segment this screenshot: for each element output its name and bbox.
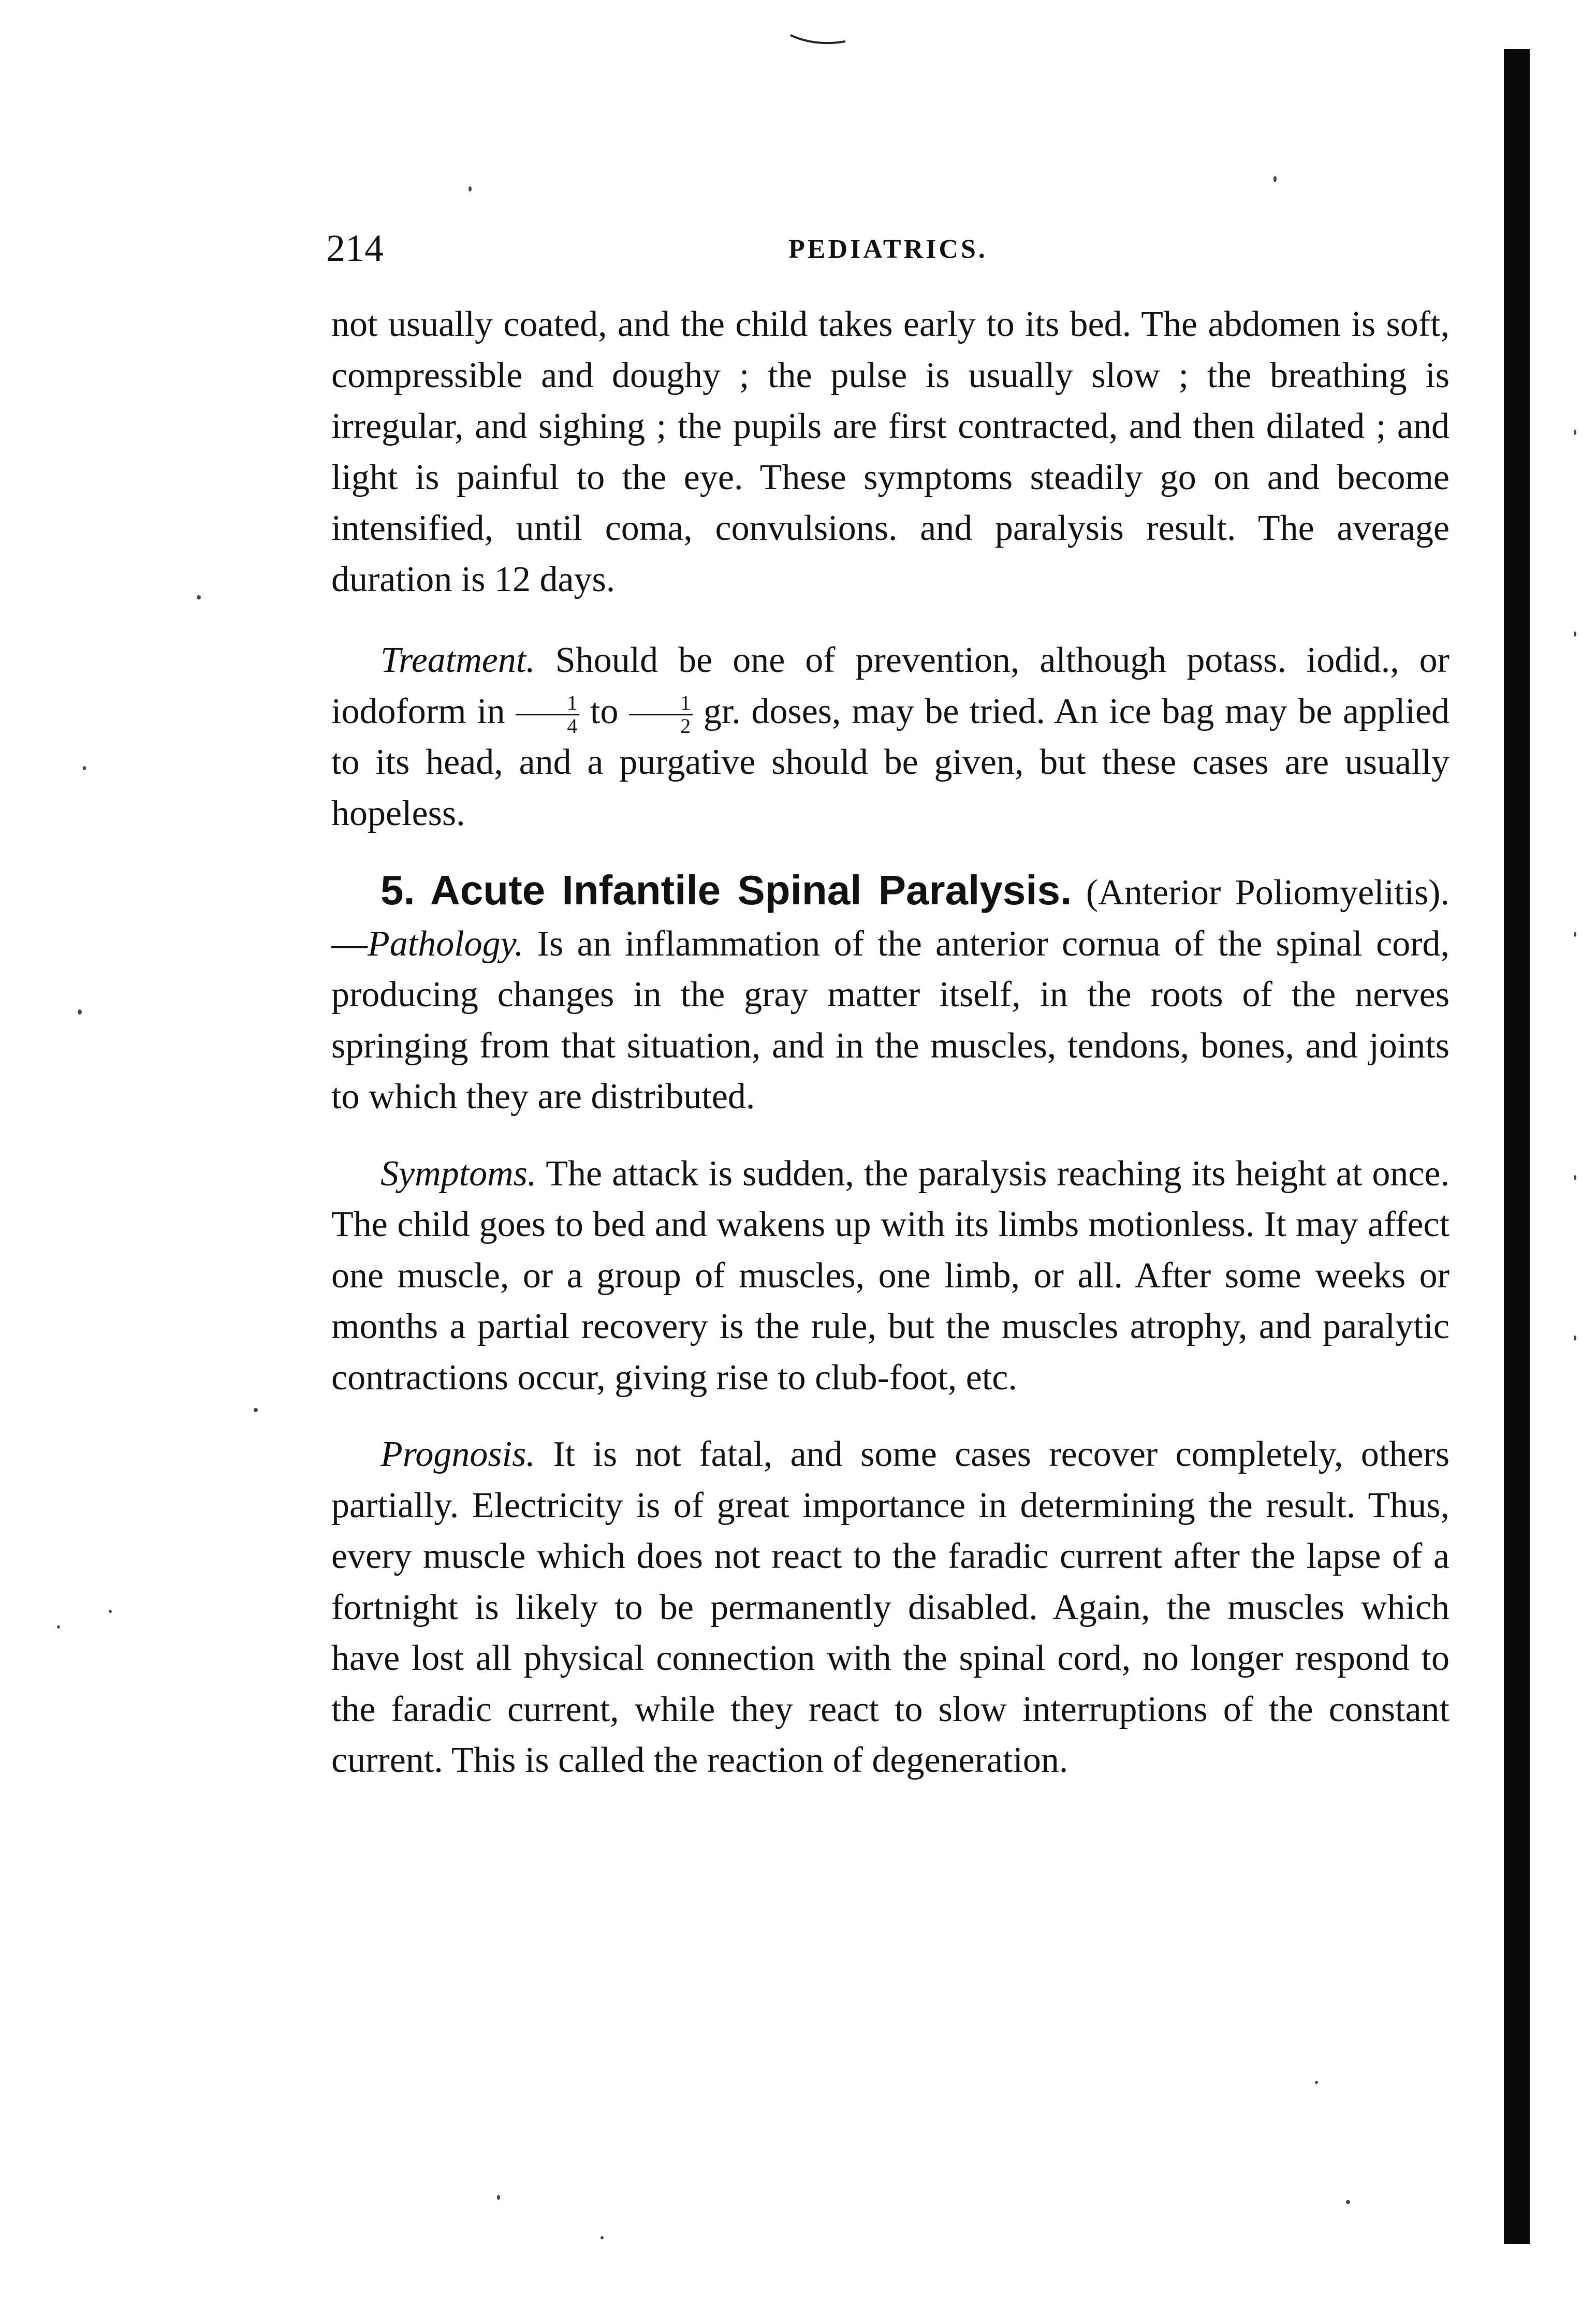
section-heading: 5. Acute Infantile Spinal Paralysis. xyxy=(380,867,1072,913)
scan-speck xyxy=(1273,176,1277,182)
paragraph-continuation: not usually coated, and the child takes early to its bed. The abdomen is soft, compressible and doughy ; the pulse is usually slow ; the breathing is irregular, and sighing ; the pupils are first contracted, and then dilated ; and light is painful to the eye. These symptoms steadily go on and become intensified, until coma, convulsions. and paralysis result. The average duration is 12 days. xyxy=(331,304,1449,599)
page-header xyxy=(326,225,1449,272)
page-body xyxy=(331,299,1449,1786)
paragraph-prognosis xyxy=(331,1429,1449,1786)
symptoms-label: Symptoms. xyxy=(380,1153,537,1194)
paragraph-section-5 xyxy=(331,865,1449,1123)
treatment-text-3: gr. doses, may be tried. An ice bag may be applied to its head, and a purgative should be given, but these cases are usually hopeless. xyxy=(331,691,1450,833)
top-ink-mark xyxy=(789,31,846,52)
pathology-label: Pathology. xyxy=(368,923,524,964)
paragraph-symptoms xyxy=(331,1149,1449,1404)
scan-speck xyxy=(197,595,201,599)
section-subtitle: (Anterior Poliomyelitis).— xyxy=(331,873,1449,964)
treatment-label: Treatment. xyxy=(380,640,535,680)
fraction-one-half: $\frac{1}{2}$ xyxy=(629,692,693,737)
scan-speck xyxy=(468,186,472,192)
pathology-text: Is an inflammation of the anterior cornua of the spinal cord, producing changes in the gray matter itself, in the roots of the nerves springing from that situation, and in the muscles, tendons, bones, and joints to which they are distributed. xyxy=(331,923,1449,1117)
scan-speck xyxy=(78,1009,82,1015)
scan-speck xyxy=(254,1408,258,1412)
scan-speck xyxy=(1574,430,1576,435)
treatment-text-1: Should be one of prevention, although potass. iodid., or iodoform in xyxy=(331,640,1449,731)
prognosis-text: It is not fatal, and some cases recover completely, others partially. Electricity is of great importance in determining the result. Thus, every muscle which does not react to the faradic current after the lapse of a fortnight is likely to be permanently disabled. Again, the muscles which have lost all physical connection with the spinal cord, no longer respond to the faradic current, while they react to slow interruptions of the constant current. This is called the reaction of degeneration. xyxy=(331,1434,1449,1780)
paragraph-treatment xyxy=(331,635,1449,839)
treatment-text-2: to xyxy=(579,691,629,731)
scan-speck xyxy=(1574,1336,1576,1341)
scan-speck xyxy=(1346,2200,1350,2204)
prognosis-label: Prognosis. xyxy=(380,1434,535,1474)
scan-speck xyxy=(83,766,86,770)
scan-speck xyxy=(601,2236,604,2239)
scan-speck xyxy=(497,2195,500,2200)
scan-speck xyxy=(1574,632,1576,637)
scan-speck xyxy=(109,1610,112,1613)
scan-speck xyxy=(1315,2081,1318,2084)
page-number: 214 xyxy=(326,227,384,270)
scan-speck xyxy=(57,1625,60,1628)
scan-speck xyxy=(1574,1175,1576,1180)
scan-edge-bar xyxy=(1504,49,1530,2244)
symptoms-text: The attack is sudden, the paralysis reaching its height at once. The child goes to bed and wakens up with its limbs motionless. It may affect one muscle, or a group of muscles, one limb, or all. After some weeks or months a partial recovery is the rule, but the muscles atrophy, and paralytic contractions occur, giving rise to club-foot, etc. xyxy=(331,1153,1449,1398)
running-title: PEDIATRICS. xyxy=(788,234,988,264)
scan-speck xyxy=(1574,932,1576,937)
fraction-one-quarter: $\frac{1}{4}$ xyxy=(516,692,579,737)
